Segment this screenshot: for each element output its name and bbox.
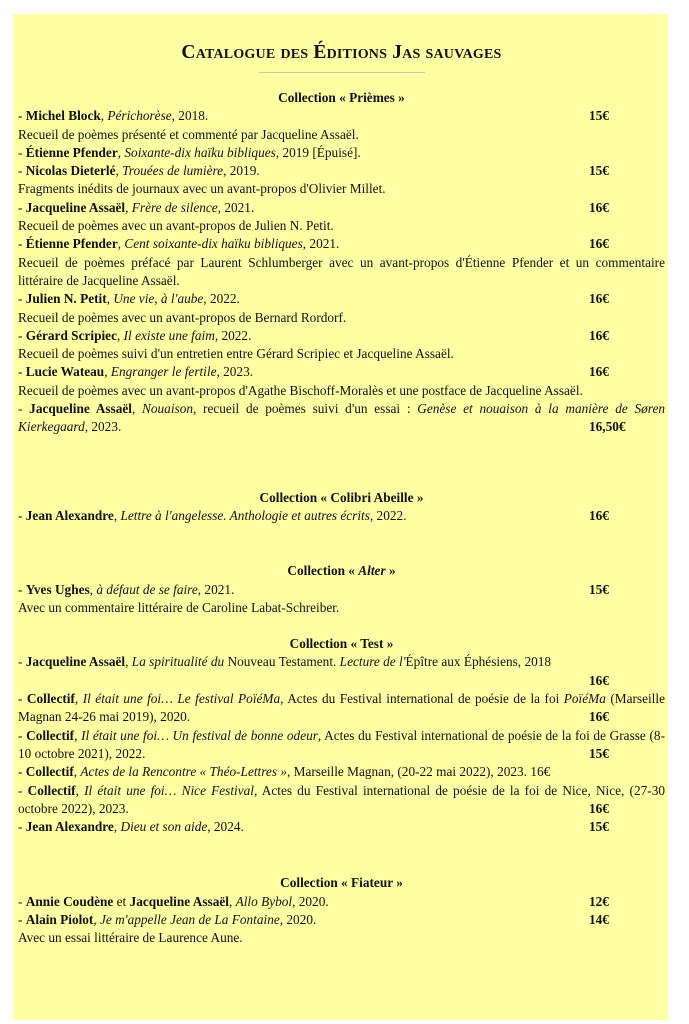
entry-description: Avec un commentaire littéraire de Caroline Labat-Schreiber. bbox=[18, 599, 340, 615]
catalogue-entry: - Gérard Scripiec, Il existe une faim, 2022. 16€ Recueil de poèmes suivi d'un entretien entre Gérard Scripiec et Jacqueline Assaël. bbox=[18, 327, 665, 364]
price: 15€ bbox=[589, 163, 609, 179]
catalogue-entry: - Yves Ughes, à défaut de se faire, 2021. 15€ Avec un commentaire littéraire de Caroline Labat-Schreiber. bbox=[18, 581, 665, 618]
catalogue-entry: - Jean Alexandre, Dieu et son aide, 2024. 15€ bbox=[18, 818, 665, 836]
entry-description: Recueil de poèmes présenté et commenté par Jacqueline Assaël. bbox=[18, 126, 359, 142]
price: 16€ bbox=[589, 507, 609, 523]
collection-colibri-abeille bbox=[18, 489, 665, 526]
collection-fiateur bbox=[18, 874, 665, 947]
price: 15€ bbox=[589, 745, 609, 761]
catalogue-entry: - Jacqueline Assaël, Frère de silence, 2021. 16€ Recueil de poèmes avec un avant-propos de Julien N. Petit. bbox=[18, 199, 665, 236]
catalogue-entry: - Nicolas Dieterlé, Trouées de lumière, 2019. 15€ Fragments inédits de journaux avec un avant-propos d'Olivier Millet. bbox=[18, 162, 665, 199]
catalogue-entry: - Collectif, Actes de la Rencontre « Théo-Lettres », Marseille Magnan, (20-22 mai 2022), 2023. 16€ bbox=[18, 764, 551, 780]
price: 16,50€ bbox=[589, 419, 626, 435]
collection-heading: Collection « Colibri Abeille » bbox=[259, 489, 424, 505]
catalogue-entry: - Jacqueline Assaël, Nouaison, recueil de poèmes suivi d'un essai : Genèse et nouaison à la manière de Søren Kierkegaard, 2023. 16,50€ bbox=[18, 400, 665, 437]
entry-description: Fragments inédits de journaux avec un avant-propos d'Olivier Millet. bbox=[18, 181, 386, 197]
catalogue-entry: - Lucie Wateau, Engranger le fertile, 2023. 16€ Recueil de poèmes avec un avant-propos d'Agathe Bischoff-Moralès et une postface de Jacqueline Assaël. bbox=[18, 363, 665, 400]
price: 16€ bbox=[589, 199, 609, 215]
catalogue-entry: - Annie Coudène et Jacqueline Assaël, Allo Bybol, 2020. 12€ bbox=[18, 893, 665, 911]
price: 15€ bbox=[589, 819, 609, 835]
price: 15€ bbox=[589, 581, 609, 597]
catalogue-entry: - Collectif, Il était une foi… Le festival PoïéMa, Actes du Festival international de poésie de la foi PoïéMa (Marseille Magnan 24-26 mai 2019), 2020. 16€ bbox=[18, 690, 665, 727]
price: 16€ bbox=[589, 672, 609, 688]
catalogue-page bbox=[13, 14, 668, 1020]
catalogue-entry: - Collectif, Il était une foi… Un festival de bonne odeur, Actes du Festival international de poésie de la foi de Grasse (8-10 octobre 2021), 2022. 15€ bbox=[18, 727, 665, 764]
catalogue-entry: - Jacqueline Assaël, La spiritualité du Nouveau Testament. Lecture de l'Épître aux Éphésiens, 2018 16€ bbox=[18, 653, 665, 690]
catalogue-entry: - Étienne Pfender, Soixante-dix haïku bibliques, 2019 [Épuisé]. bbox=[18, 144, 361, 160]
entry-description: Recueil de poèmes avec un avant-propos de Bernard Rordorf. bbox=[18, 309, 347, 325]
catalogue-entry: - Jean Alexandre, Lettre à l'angelesse. Anthologie et autres écrits, 2022. 16€ bbox=[18, 507, 665, 525]
collection-heading: Collection « Alter » bbox=[287, 563, 396, 579]
catalogue-entry: - Collectif, Il était une foi… Nice Festival, Actes du Festival international de poésie de la foi de Nice, Nice, (27-30 octobre 2022), 2023. 16€ bbox=[18, 782, 665, 819]
entry-description: Recueil de poèmes avec un avant-propos de Julien N. Petit. bbox=[18, 218, 334, 234]
collection-alter bbox=[18, 562, 665, 617]
price: 16€ bbox=[589, 709, 609, 725]
price: 14€ bbox=[589, 911, 609, 927]
collection-test bbox=[18, 635, 665, 836]
price: 16€ bbox=[589, 291, 609, 307]
catalogue-entry: - Michel Block, Périchorèse, 2018. 15€ Recueil de poèmes présenté et commenté par Jacqueline Assaël. bbox=[18, 107, 665, 144]
collection-heading: Collection « Fiateur » bbox=[280, 875, 403, 891]
price: 16€ bbox=[589, 800, 609, 816]
catalogue-entry: - Étienne Pfender, Cent soixante-dix haïku bibliques, 2021. 16€ Recueil de poèmes préfacé par Laurent Schlumberger avec un avant-propos d'Étienne Pfender et un commentaire littéraire de Jacqueline Assaël. bbox=[18, 235, 665, 290]
entry-description: Recueil de poèmes suivi d'un entretien entre Gérard Scripiec et Jacqueline Assaël. bbox=[18, 346, 454, 362]
price: 16€ bbox=[589, 327, 609, 343]
price: 15€ bbox=[589, 108, 609, 124]
collection-priemes bbox=[18, 89, 665, 437]
page-title: Catalogue des Éditions Jas sauvages bbox=[181, 42, 502, 63]
entry-description: Recueil de poèmes avec un avant-propos d'Agathe Bischoff-Moralès et une postface de Jacqueline Assaël. bbox=[18, 382, 583, 398]
price: 16€ bbox=[589, 236, 609, 252]
catalogue-entry: - Julien N. Petit, Une vie, à l'aube, 2022. 16€ Recueil de poèmes avec un avant-propos de Bernard Rordorf. bbox=[18, 290, 665, 327]
catalogue-entry: - Alain Piolot, Je m'appelle Jean de La Fontaine, 2020. 14€ Avec un essai littéraire de Laurence Aune. bbox=[18, 911, 665, 948]
collection-heading: Collection « Prièmes » bbox=[278, 90, 405, 105]
entry-description: Recueil de poèmes préfacé par Laurent Schlumberger avec un avant-propos d'Étienne Pfender et un commentaire littéraire de Jacqueline Assaël. bbox=[18, 254, 665, 288]
price: 16€ bbox=[589, 364, 609, 380]
price: 12€ bbox=[589, 893, 609, 909]
collection-heading: Collection « Test » bbox=[289, 636, 394, 652]
entry-description: Avec un essai littéraire de Laurence Aune. bbox=[18, 930, 243, 946]
